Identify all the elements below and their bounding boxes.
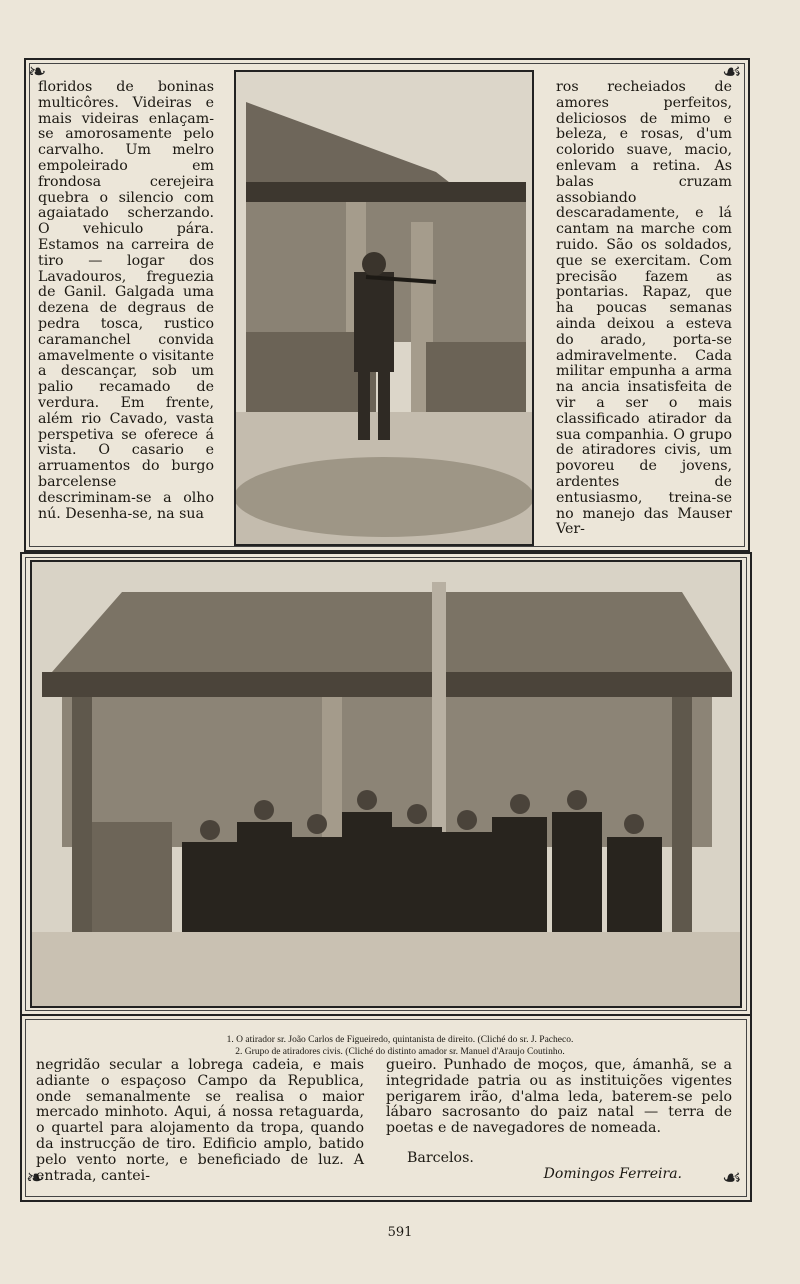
bottom-right-text: gueiro. Punhado de moços, que, ámanhã, se a integridade patria ou as instituições vigentes perigarem irão, d'alma leda, baterem-se pelo lábaro sacrosanto do paiz natal — terra de poetas e de navegadores de nomeada.: [386, 1058, 732, 1137]
photo-marksman: [234, 70, 534, 546]
column-left-text: floridos de boninas multicôres. Videiras e mais videiras enlaçam-se amorosamente pelo carvalho. Um melro empoleirado em frondosa cerejeira quebra o silencio com agaiatado scherzando. O vehiculo pára. Estamos na carreira de tiro — logar dos Lavadouros, freguezia de Ganil. Galgada uma dezena de degraus de pedra tosca, rustico caramanchel convida amavelmente o visitante a descançar, sob um palio recamado de verdura. Em frente, além rio Cavado, vasta perspetiva se oferece á vista. O casario e arruamentos do burgo barcelense descriminam-se a olho nú. Desenha-se, na sua: [38, 79, 214, 522]
corner-ornament-icon: ❧: [28, 60, 47, 85]
caption-photo-1: 1. O atirador sr. João Carlos de Figueiredo, quintanista de direito. (Cliché do sr. J. Pacheco.: [226, 1035, 574, 1045]
author-signature: Domingos Ferreira.: [543, 1166, 682, 1182]
column-right-text: ros recheiados de amores perfeitos, deliciosos de mimo e beleza, e rosas, d'um colorido suave, macio, enlevam a retina. As balas cruzam assobiando descaradamente, e lá cantam na marche com ruido. São os soldados, que se exercitam. Com precisão fazem as pontarias. Rapaz, que ha poucas semanas ainda deixou a esteva do arado, porta-se admiravelmente. Cada militar empunha a arma na ancia insatisfeita de vir a ser o mais classificado atirador da sua companhia. O grupo de atiradores civis, um povoreu de jovens, ardentes de entusiasmo, treina-se no manejo das Mauser Ver-: [556, 79, 732, 538]
photo-captions: [40, 1034, 760, 1058]
article-bottom-left: [36, 1058, 364, 1184]
bottom-left-text: negridão secular a lobrega cadeia, e mais adiante o espaçoso Campo da Republica, onde semanalmente se realisa o maior mercado minhoto. Aqui, á nossa retaguarda, o quartel para alojamento da tropa, quando da instrucção de tiro. Edificio amplo, batido pelo vento norte, e beneficiado de luz. A entrada, cantei-: [36, 1057, 364, 1184]
article-column-right: [556, 80, 732, 538]
photo-group-of-marksmen: [30, 560, 742, 1008]
article-bottom-right: [386, 1058, 732, 1150]
article-column-left: [38, 80, 214, 522]
corner-ornament-icon: ☙: [722, 60, 742, 85]
caption-photo-2: 2. Grupo de atiradores civis. (Cliché do distinto amador sr. Manuel d'Araujo Coutinho.: [235, 1047, 565, 1057]
page-number: 591: [387, 1225, 413, 1240]
corner-ornament-icon: ☙: [722, 1166, 742, 1191]
dateline-place: Barcelos.: [407, 1150, 474, 1166]
corner-ornament-icon: ❧: [26, 1166, 45, 1191]
